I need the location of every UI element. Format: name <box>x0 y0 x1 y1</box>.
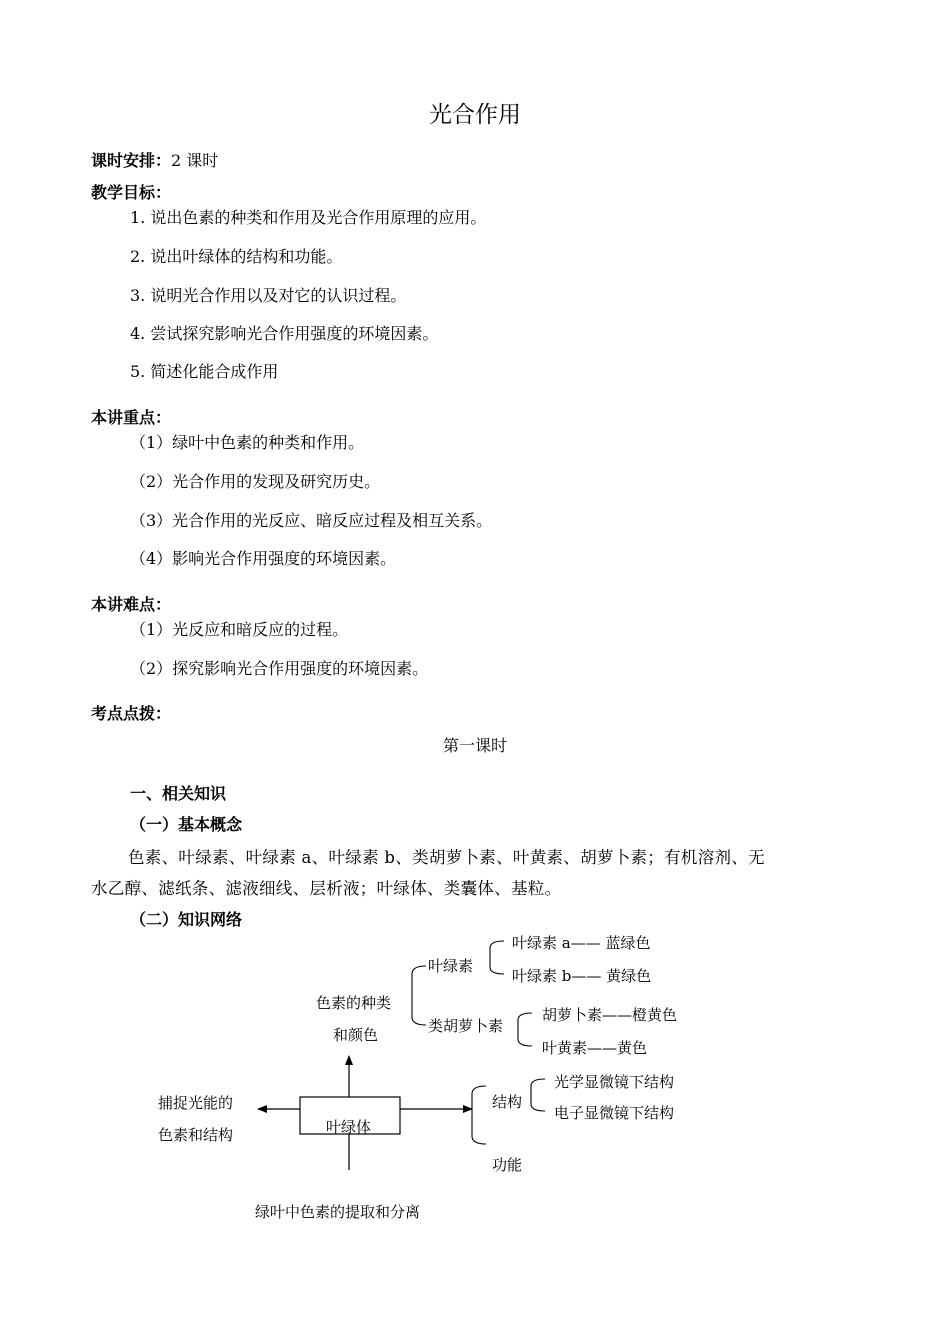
pigment-types-line2: 和颜色 <box>333 1026 379 1044</box>
xanthophyll-label: 叶黄素——黄色 <box>542 1039 648 1057</box>
difficult-point-item: （1）光反应和暗反应的过程。 <box>130 620 349 639</box>
key-point-item: （2）光合作用的发现及研究历史。 <box>130 472 381 491</box>
chlorophyll-a-label: 叶绿素 a—— 蓝绿色 <box>512 934 651 952</box>
capture-light-line2: 色素和结构 <box>158 1126 234 1144</box>
carotene-label: 胡萝卜素——橙黄色 <box>542 1006 678 1024</box>
exam-tips-heading: 考点点拨： <box>91 704 172 723</box>
subsection-knowledge-network: （二）知识网络 <box>130 910 243 929</box>
objective-item: 4. 尝试探究影响光合作用强度的环境因素。 <box>130 324 439 343</box>
pigment-types-line1: 色素的种类 <box>316 994 392 1012</box>
schedule-value: 2 课时 <box>171 151 219 170</box>
key-point-item: （4）影响光合作用强度的环境因素。 <box>130 549 397 568</box>
difficult-points-heading: 本讲难点： <box>91 595 172 614</box>
extraction-separation-label: 绿叶中色素的提取和分离 <box>255 1203 421 1221</box>
difficult-point-item: （2）探究影响光合作用强度的环境因素。 <box>130 659 429 678</box>
objective-item: 1. 说出色素的种类和作用及光合作用原理的应用。 <box>130 208 487 227</box>
brace-chlorophyll <box>490 941 504 974</box>
capture-light-line1: 捕捉光能的 <box>158 1094 234 1112</box>
chlorophyll-b-label: 叶绿素 b—— 黄绿色 <box>512 967 652 985</box>
schedule-label: 课时安排： <box>91 151 172 170</box>
key-point-item: （1）绿叶中色素的种类和作用。 <box>130 433 365 452</box>
key-points-heading: 本讲重点： <box>91 408 172 427</box>
function-label: 功能 <box>492 1156 523 1174</box>
key-point-item: （3）光合作用的光反应、暗反应过程及相互关系。 <box>130 511 493 530</box>
objective-item: 5. 简述化能合成作用 <box>130 362 279 381</box>
brace-structure-function <box>472 1086 486 1144</box>
chloroplast-label: 叶绿体 <box>326 1118 372 1136</box>
section-heading: 一、相关知识 <box>130 784 227 803</box>
brace-pigments <box>412 966 426 1025</box>
page-title: 光合作用 <box>429 102 521 128</box>
electron-microscope-label: 电子显微镜下结构 <box>554 1104 675 1122</box>
brace-microscope <box>531 1079 545 1111</box>
subsection-basic-concepts: （一）基本概念 <box>130 815 243 834</box>
lesson-title: 第一课时 <box>442 736 507 755</box>
objective-item: 3. 说明光合作用以及对它的认识过程。 <box>130 286 407 305</box>
optical-microscope-label: 光学显微镜下结构 <box>554 1073 675 1091</box>
brace-carotenoid <box>518 1013 532 1046</box>
objectives-heading: 教学目标： <box>91 183 172 202</box>
carotenoid-label: 类胡萝卜素 <box>428 1017 504 1035</box>
objective-item: 2. 说出叶绿体的结构和功能。 <box>130 247 343 266</box>
concepts-paragraph-line2: 水乙醇、滤纸条、滤液细线、层析液；叶绿体、类囊体、基粒。 <box>91 879 562 898</box>
concepts-paragraph-line1: 色素、叶绿素、叶绿素 a、叶绿素 b、类胡萝卜素、叶黄素、胡萝卜素；有机溶剂、无 <box>128 848 765 867</box>
chlorophyll-label: 叶绿素 <box>428 957 474 975</box>
structure-label: 结构 <box>492 1093 523 1111</box>
